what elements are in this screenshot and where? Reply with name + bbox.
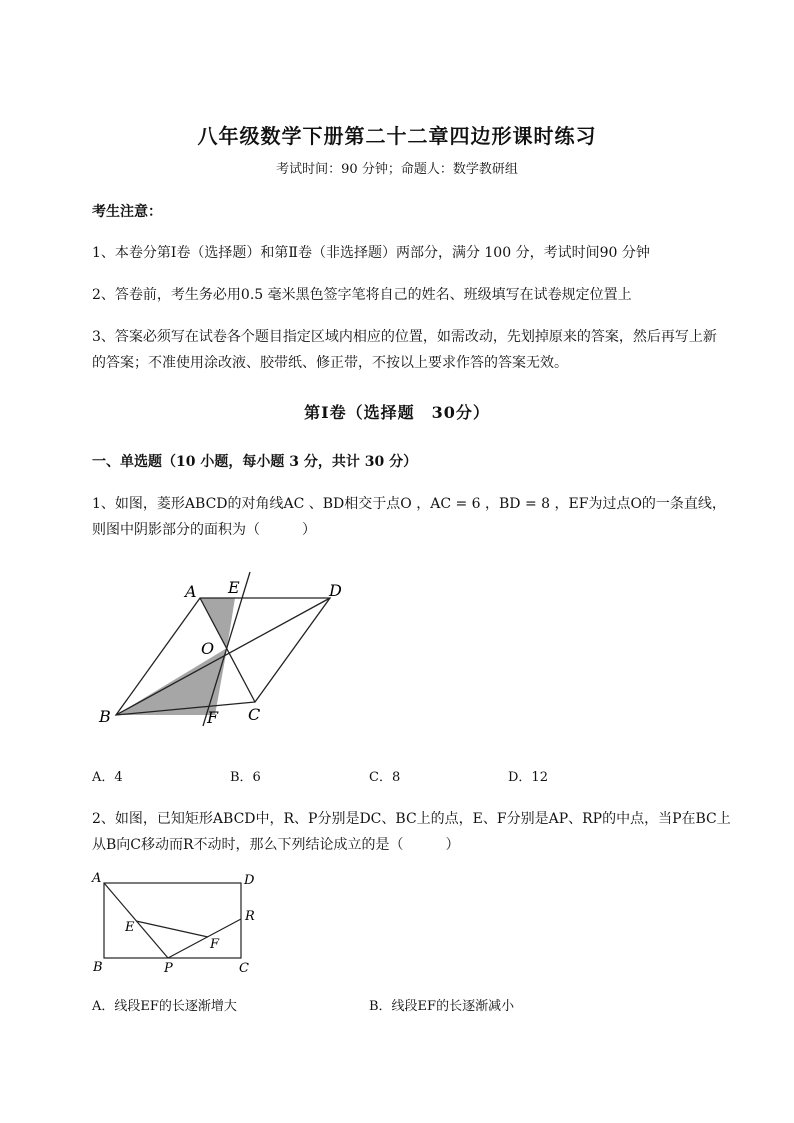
label-p: P [164, 961, 173, 976]
label-r: R [245, 909, 255, 924]
label-o: O [201, 639, 215, 658]
segment-rp [168, 919, 241, 958]
label-f: F [210, 937, 220, 952]
label-d: D [329, 581, 342, 600]
label-b: B [93, 960, 103, 975]
shaded-triangle-bottom [116, 648, 227, 715]
label-a: A [92, 871, 102, 886]
question-1-text-line-1: 1、如图，菱形ABCD的对角线AC 、BD相交于点O ，AC = 6 ，BD = 8 ，EF为过点O的一条直线， [92, 496, 726, 512]
label-d: D [244, 873, 255, 888]
label-e: E [228, 578, 240, 597]
question-2-option-a[interactable]: A．线段EF的长逐渐增大 [92, 999, 237, 1014]
notice-item-3-line-1: 3、答案必须写在试卷各个题目指定区域内相应的位置，如需改动，先划掉原来的答案，然后再写上新 [92, 329, 717, 345]
notice-item-1: 1、本卷分第Ⅰ卷（选择题）和第Ⅱ卷（非选择题）两部分，满分 100 分，考试时间90 分钟 [92, 245, 650, 261]
page-title: 八年级数学下册第二十二章四边形课时练习 [197, 124, 597, 148]
label-e: E [125, 920, 135, 935]
label-c: C [248, 705, 261, 724]
notice-item-2: 2、答卷前，考生务必用0.5 毫米黑色签字笔将自己的姓名、班级填写在试卷规定位置上 [92, 287, 632, 303]
exam-info: 考试时间：90 分钟；命题人：数学教研组 [276, 162, 518, 177]
question-2-text-line-2: 从B向C移动而R不动时，那么下列结论成立的是（ ） [92, 837, 460, 853]
label-a: A [185, 582, 197, 601]
segment-ef [136, 921, 208, 937]
question-1-figure [90, 570, 360, 730]
label-c: C [239, 961, 249, 976]
question-group-heading: 一、单选题（10 小题，每小题 3 分，共计 30 分） [92, 454, 418, 470]
notice-item-3-line-2: 的答案；不准使用涂改液、胶带纸、修正带，不按以上要求作答的答案无效。 [92, 355, 568, 371]
label-f: F [207, 708, 219, 727]
question-2-figure [90, 868, 265, 978]
question-1-option-d[interactable]: D．12 [508, 770, 548, 785]
question-1-option-b[interactable]: B．6 [230, 770, 261, 785]
segment-ap [104, 883, 168, 958]
question-1-option-c[interactable]: C．8 [369, 770, 401, 785]
question-2-option-b[interactable]: B．线段EF的长逐渐减小 [369, 999, 515, 1014]
notice-heading: 考生注意： [92, 204, 162, 220]
question-1-option-a[interactable]: A．4 [92, 770, 123, 785]
label-b: B [99, 707, 111, 726]
question-1-text-line-2: 则图中阴影部分的面积为（ ） [92, 522, 316, 538]
question-2-text-line-1: 2、如图，已知矩形ABCD中，R、P分别是DC、BC上的点，E、F分别是AP、RP的中点，当P在BC上 [92, 811, 731, 827]
section-title: 第Ⅰ卷（选择题 30分） [304, 403, 490, 422]
